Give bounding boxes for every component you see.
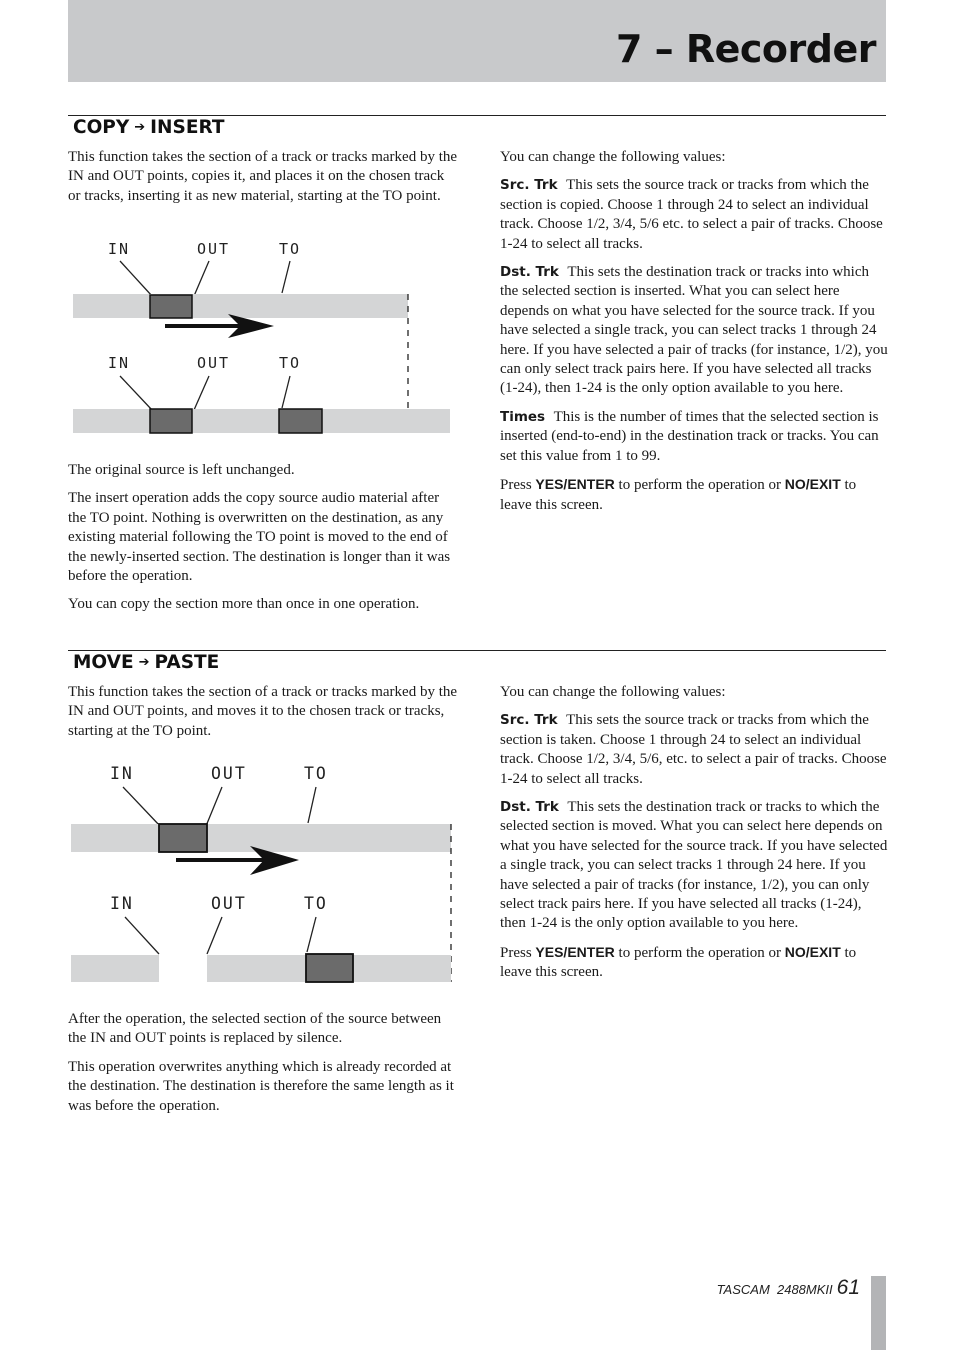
section-rule-copy-insert <box>68 115 886 116</box>
copy-insert-diagram <box>68 236 458 440</box>
to-pointer-line <box>308 787 316 823</box>
section-rule-move-paste <box>68 650 886 651</box>
parameter-description: This sets the destination track or tracks into which the selected section is inserted. What you can select here depends on what you have selected for the source track. If you have selected a single track, you can select tracks 1 through 24 here. If you have selected a pair of tracks (for instance, 1/2), you can only select track pairs here. If you have selected all tracks (1-24), then 1-24 is the only option available to you here. <box>500 264 888 397</box>
press-text: to perform the operation or <box>614 477 785 494</box>
to-pointer-line <box>307 917 316 952</box>
heading-copy-label: COPY <box>73 117 130 138</box>
in-pointer-line <box>125 917 159 954</box>
page-number: 61 <box>836 1276 860 1299</box>
parameter-term: Src. Trk <box>500 177 558 194</box>
parameter-item <box>500 408 888 466</box>
heading-insert-label: INSERT <box>150 117 225 138</box>
in-pointer-line <box>123 787 160 826</box>
no-exit-key-label: NO/EXIT <box>784 943 841 960</box>
in-pointer-line <box>120 261 152 296</box>
section-heading-move-paste <box>73 654 219 673</box>
diagram-in-label: IN <box>110 894 134 913</box>
to-pointer-line <box>282 376 290 408</box>
diagram-out-label: OUT <box>197 240 231 258</box>
press-text: Press <box>500 944 536 961</box>
parameter-description: This sets the destination track or tracks to which the selected section is moved. What you can select here depends on what you have selected for the source track. If you have selected a single track, you can select tracks 1 through 24 here. If you have selected a pair of tracks (for instance, 1/2), you can only select track pairs here. If you have selected all tracks (1-24), then 1-24 is the only option available to you here. <box>500 799 888 932</box>
destination-track-bar <box>73 409 450 433</box>
heading-move-label: MOVE <box>73 652 134 673</box>
copy-insert-left-column <box>68 148 460 215</box>
paragraph: The insert operation adds the copy source audio material after the TO point. Nothing is overwritten on the destination, as any existing material following the TO point is moved to the end of the newly-inserted section. The destination is longer than it was before the operation. <box>68 490 451 585</box>
diagram-out-label: OUT <box>211 894 247 913</box>
press-instruction <box>500 475 888 515</box>
parameter-term: Dst. Trk <box>500 799 559 816</box>
section-heading-copy-insert <box>73 119 225 138</box>
parameter-item <box>500 176 888 254</box>
chapter-header-band <box>68 0 886 82</box>
diagram-out-label: OUT <box>197 354 231 372</box>
heading-paste-label: PASTE <box>154 652 220 673</box>
paragraph: You can copy the section more than once in one operation. <box>68 596 420 613</box>
out-pointer-line <box>194 376 209 410</box>
move-paste-diagram <box>68 760 458 986</box>
source-selected-section <box>150 295 192 318</box>
paragraph: This operation overwrites anything which is already recorded at the destination. The destination is therefore the same length as it was before the operation. <box>68 1058 454 1114</box>
parameter-term: Src. Trk <box>500 712 558 729</box>
press-text: Press <box>500 477 536 494</box>
diagram-to-label: TO <box>304 894 328 913</box>
diagram-out-label: OUT <box>211 764 247 783</box>
paragraph: The original source is left unchanged. <box>68 462 295 478</box>
diagram-to-label: TO <box>304 764 328 783</box>
source-selected-section <box>159 824 207 852</box>
diagram-to-label: TO <box>279 240 302 258</box>
move-paste-left-column <box>68 683 460 750</box>
press-text: to perform the operation or <box>614 944 785 961</box>
no-exit-key-label: NO/EXIT <box>784 476 841 493</box>
press-text: to leave this screen. <box>500 477 857 513</box>
footer-brand-name: TASCAM 2488MKII <box>716 1282 833 1297</box>
arrow-right-icon: ➔ <box>138 655 150 670</box>
destination-track-bar-before-gap <box>71 955 159 982</box>
page-edge-tab <box>871 1276 886 1350</box>
parameter-item <box>500 798 888 934</box>
destination-inserted-section <box>279 409 322 433</box>
to-pointer-line <box>282 261 290 293</box>
diagram-in-label: IN <box>108 354 131 372</box>
page-footer <box>717 1276 860 1300</box>
diagram-in-label: IN <box>108 240 131 258</box>
source-track-bar <box>71 824 451 852</box>
press-text: to leave this screen. <box>500 944 857 981</box>
out-pointer-line <box>207 917 222 954</box>
move-paste-right-column <box>500 683 888 992</box>
destination-pasted-section <box>306 954 353 982</box>
yes-enter-key-label: YES/ENTER <box>535 476 615 493</box>
parameter-item <box>500 263 888 399</box>
in-pointer-line <box>120 376 152 410</box>
paragraph: You can change the following values: <box>500 149 726 165</box>
parameter-term: Dst. Trk <box>500 264 559 281</box>
move-paste-left-column-lower <box>68 1010 460 1125</box>
out-pointer-line <box>194 261 209 296</box>
parameter-description: This sets the source track or tracks from which the section is copied. Choose 1 through 24 to select an individual track. Choose 1/2, 3/4, 5/6 etc. to select a pair of tracks. Choose 1-24 to select all tracks. <box>500 177 883 252</box>
press-instruction <box>500 943 888 983</box>
arrow-right-icon: ➔ <box>134 120 146 135</box>
parameter-item <box>500 711 888 789</box>
destination-original-section <box>150 409 192 433</box>
copy-insert-right-column <box>500 148 888 524</box>
parameter-description: This is the number of times that the selected section is inserted (end-to-end) in the destination track or tracks. You can set this value from 1 to 99. <box>500 408 879 464</box>
parameter-term: Times <box>500 408 546 425</box>
paragraph: After the operation, the selected section of the source between the IN and OUT points is replaced by silence. <box>68 1011 442 1047</box>
parameter-description: This sets the source track or tracks from which the section is taken. Choose 1 through 24 to select an individual track. Choose 1/2, 3/4, 5/6, etc. to select a pair of tracks. Choose 1-24 to select all tracks. <box>500 712 887 787</box>
diagram-in-label: IN <box>110 764 134 783</box>
copy-insert-left-column-lower <box>68 461 460 624</box>
out-pointer-line <box>206 787 222 826</box>
source-track-bar <box>73 294 408 318</box>
yes-enter-key-label: YES/ENTER <box>535 943 615 960</box>
paragraph: This function takes the section of a track or tracks marked by the IN and OUT points, and moves it to the chosen track or tracks, starting at the TO point. <box>68 684 458 739</box>
chapter-title: 7 – Recorder <box>615 27 876 71</box>
diagram-to-label: TO <box>279 354 302 372</box>
paragraph: This function takes the section of a track or tracks marked by the IN and OUT points, copies it, and places it on the chosen track or tracks, inserting it as new material, starting at the TO point. <box>68 149 458 204</box>
paragraph: You can change the following values: <box>500 684 726 700</box>
